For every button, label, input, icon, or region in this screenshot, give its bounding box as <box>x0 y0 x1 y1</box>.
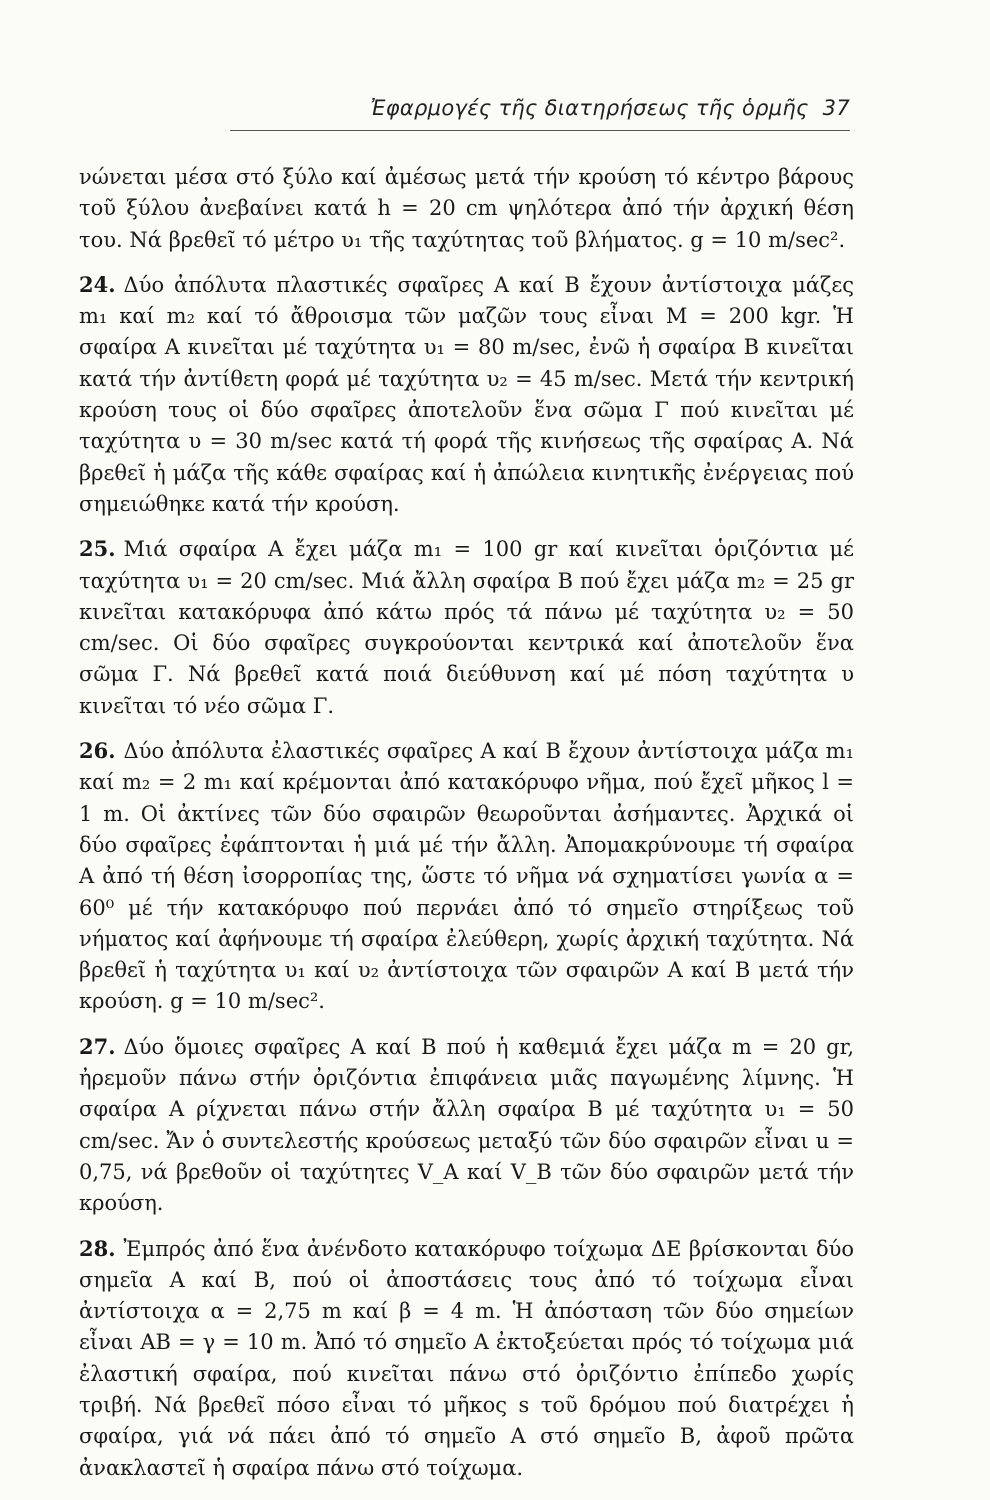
problem-number: 26. <box>79 738 116 764</box>
problem-27 <box>79 1031 854 1220</box>
problem-number: 28. <box>79 1235 116 1261</box>
problem-26 <box>79 735 854 1018</box>
page-number: 37 <box>822 96 850 120</box>
problem-number: 24. <box>79 271 116 297</box>
problem-text: Δύο ἀπόλυτα ἐλαστικές σφαῖρες Α καί Β ἔχουν ἀντίστοιχα μάζα m₁ καί m₂ = 2 m₁ καί κρέμονται ἀπό κατακόρυφο νῆμα, πού ἔχεῖ μῆκος l = 1 m. Οἱ ἀκτίνες τῶν δύο σφαιρῶν θεωροῦνται ἀσήμαντες. Ἀρχικά οἱ δύο σφαῖρες ἐφάπτονται ἡ μιά μέ τήν ἄλλη. Ἀπομακρύνουμε τή σφαίρα Α ἀπό τή θέση ἰσορροπίας της, ὥστε τό νῆμα νά σχηματίσει γωνία α = 60⁰ μέ τήν κατακόρυφο πού περνάει ἀπό τό σημεῖο στηρίξεως τοῦ νήματος καί ἀφήνουμε τή σφαίρα ἐλεύθερη, χωρίς ἀρχική ταχύτητα. Νά βρεθεῖ ἡ ταχύτητα υ₁ καί υ₂ ἀντίστοιχα τῶν σφαιρῶν Α καί Β μετά τήν κρούση. g = 10 m/sec². <box>79 739 854 1014</box>
problem-number: 25. <box>79 536 116 562</box>
running-header <box>230 96 850 131</box>
problem-text: Δύο ὅμοιες σφαῖρες Α καί Β πού ἡ καθεμιά ἔχει μάζα m = 20 gr, ἠρεμοῦν πάνω στήν ὀριζόντια ἐπιφάνεια μιᾶς παγωμένης λίμνης. Ἡ σφαίρα Α ρίχνεται πάνω στήν ἄλλη σφαίρα Β μέ ταχύτητα υ₁ = 50 cm/sec. Ἄν ὁ συντελεστής κρούσεως μεταξύ τῶν δύο σφαιρῶν εἶναι u = 0,75, νά βρεθοῦν οἱ ταχύτητες V_A καί V_B τῶν δύο σφαιρῶν μετά τήν κρούση. <box>79 1034 854 1216</box>
problem-28 <box>79 1233 854 1484</box>
problem-text: Μιά σφαίρα Α ἔχει μάζα m₁ = 100 gr καί κινεῖται ὁριζόντια μέ ταχύτητα υ₁ = 20 cm/sec. Μιά ἄλλη σφαίρα Β πού ἔχει μάζα m₂ = 25 gr κινεῖται κατακόρυφα ἀπό κάτω πρός τά πάνω μέ ταχύτητα υ₂ = 50 cm/sec. Οἱ δύο σφαῖρες συγκρούονται κεντρικά καί ἀποτελοῦν ἕνα σῶμα Γ. Νά βρεθεῖ κατά ποιά διεύθυνση καί μέ πόση ταχύτητα υ κινεῖται τό νέο σῶμα Γ. <box>79 537 854 718</box>
problem-24 <box>79 269 854 520</box>
chapter-title: Ἐφαρμογές τῆς διατηρήσεως τῆς ὁρμῆς <box>370 96 809 120</box>
problem-text: Δύο ἀπόλυτα πλαστικές σφαῖρες Α καί Β ἔχουν ἀντίστοιχα μάζες m₁ καί m₂ καί τό ἄθροισμα τῶν μαζῶν τους εἶναι Μ = 200 kgr. Ἡ σφαίρα Α κινεῖται μέ ταχύτητα υ₁ = 80 m/sec, ἐνῶ ἡ σφαίρα Β κινεῖται κατά τήν ἀντίθετη φορά μέ ταχύτητα υ₂ = 45 m/sec. Μετά τήν κεντρική κρούση τους οἱ δύο σφαῖρες ἀποτελοῦν ἕνα σῶμα Γ πού κινεῖται μέ ταχύτητα υ = 30 m/sec κατά τή φορά τῆς κινήσεως τῆς σφαίρας Α. Νά βρεθεῖ ἡ μάζα τῆς κάθε σφαίρας καί ἡ ἀπώλεια κινητικῆς ἐνέργειας πού σημειώθηκε κατά τήν κρούση. <box>79 272 854 516</box>
body-text <box>79 162 854 1484</box>
problem-text: Ἐμπρός ἀπό ἕνα ἀνένδοτο κατακόρυφο τοίχωμα ΔΕ βρίσκονται δύο σημεῖα Α καί Β, πού οἱ ἀποστάσεις τους ἀπό τό τοίχωμα εἶναι ἀντίστοιχα α = 2,75 m καί β = 4 m. Ἡ ἀπόσταση τῶν δύο σημείων εἶναι ΑΒ = γ = 10 m. Ἀπό τό σημεῖο Α ἐκτοξεύεται πρός τό τοίχωμα μιά ἐλαστική σφαίρα, πού κινεῖται πάνω στό ὀριζόντιο ἐπίπεδο χωρίς τριβή. Νά βρεθεῖ πόσο εἶναι τό μῆκος s τοῦ δρόμου πού διατρέχει ἡ σφαίρα, γιά νά πάει ἀπό τό σημεῖο Α στό σημεῖο Β, ἀφοῦ πρῶτα ἀνακλαστεῖ ἡ σφαίρα πάνω στό τοίχωμα. <box>79 1236 854 1480</box>
problem-number: 27. <box>79 1033 116 1059</box>
continued-paragraph: νώνεται μέσα στό ξύλο καί ἀμέσως μετά τήν κρούση τό κέντρο βάρους τοῦ ξύλου ἀνεβαίνει κατά h = 20 cm ψηλότερα ἀπό τήν ἀρχική θέση του. Νά βρεθεῖ τό μέτρο υ₁ τῆς ταχύτητας τοῦ βλήματος. g = 10 m/sec². <box>79 165 854 252</box>
problem-25 <box>79 533 854 722</box>
